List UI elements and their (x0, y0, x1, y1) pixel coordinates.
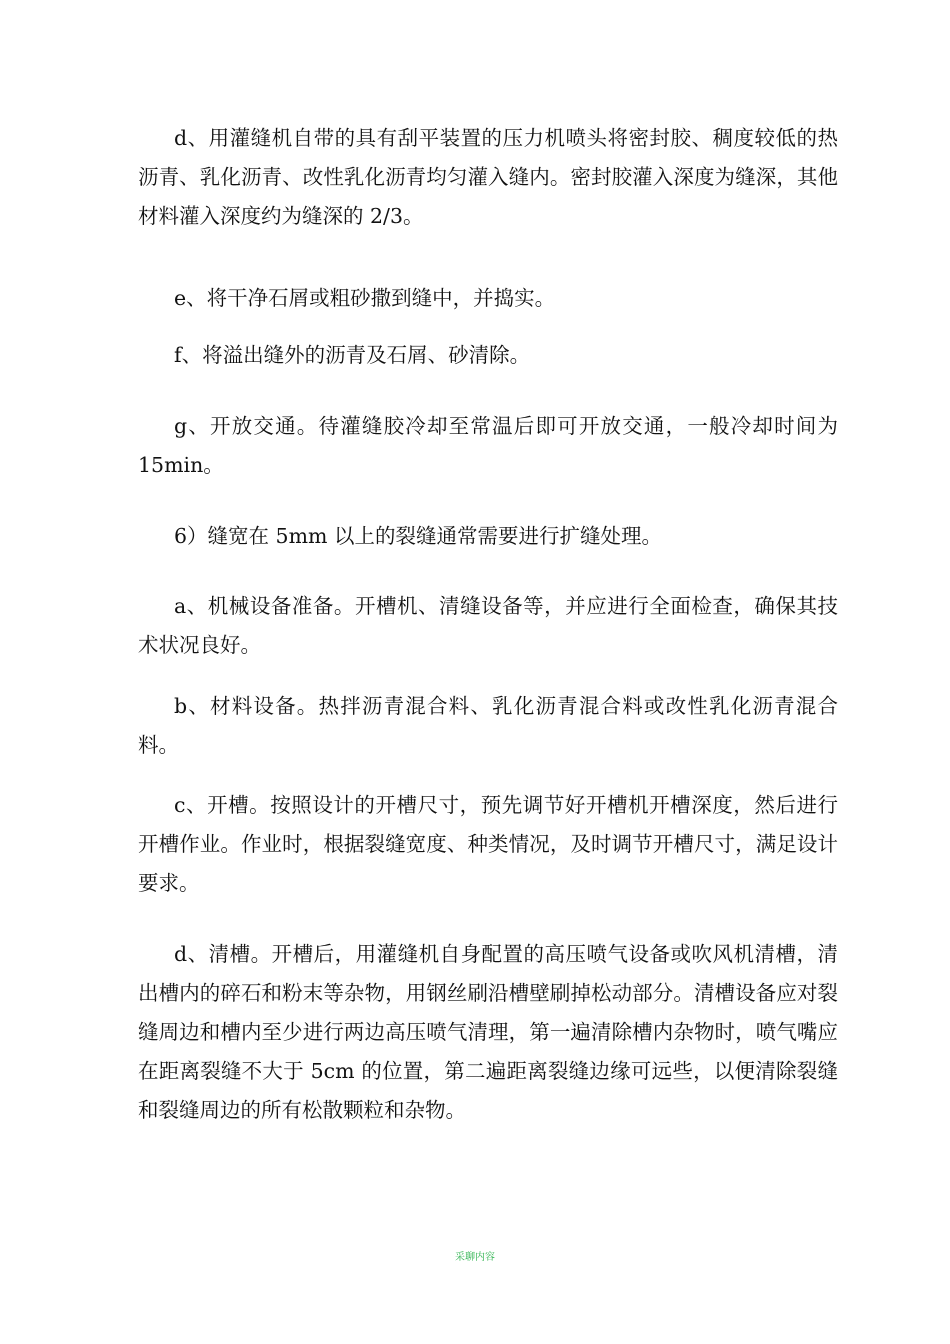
footer-watermark: 采聊内容 (455, 1252, 495, 1263)
paragraph-d-fill: d、用灌缝机自带的具有刮平装置的压力机喷头将密封胶、稠度较低的热沥青、乳化沥青、改性乳化沥青均匀灌入缝内。密封胶灌入深度为缝深，其他材料灌入深度约为缝深的 2/3。 (138, 126, 838, 228)
paragraph-f: f、将溢出缝外的沥青及石屑、砂清除。 (174, 343, 531, 367)
paragraph-b: b、材料设备。热拌沥青混合料、乳化沥青混合料或改性乳化沥青混合料。 (138, 694, 838, 757)
paragraph-a: a、机械设备准备。开槽机、清缝设备等，并应进行全面检查，确保其技术状况良好。 (138, 594, 838, 657)
paragraph-e: e、将干净石屑或粗砂撒到缝中，并捣实。 (174, 286, 556, 310)
paragraph-c: c、开槽。按照设计的开槽尺寸，预先调节好开槽机开槽深度，然后进行开槽作业。作业时，根据裂缝宽度、种类情况，及时调节开槽尺寸，满足设计要求。 (138, 793, 838, 895)
paragraph-6: 6）缝宽在 5mm 以上的裂缝通常需要进行扩缝处理。 (174, 524, 662, 548)
paragraph-d-clean: d、清槽。开槽后，用灌缝机自身配置的高压喷气设备或吹风机清槽，清出槽内的碎石和粉末等杂物，用钢丝刷沿槽壁刷掉松动部分。清槽设备应对裂缝周边和槽内至少进行两边高压喷气清理，第一遍清除槽内杂物时，喷气嘴应在距离裂缝不大于 5cm 的位置，第二遍距离裂缝边缘可远些，以便清除裂缝和裂缝周边的所有松散颗粒和杂物。 (138, 942, 838, 1122)
paragraph-g: g、开放交通。待灌缝胶冷却至常温后即可开放交通，一般冷却时间为 15min。 (138, 414, 838, 477)
